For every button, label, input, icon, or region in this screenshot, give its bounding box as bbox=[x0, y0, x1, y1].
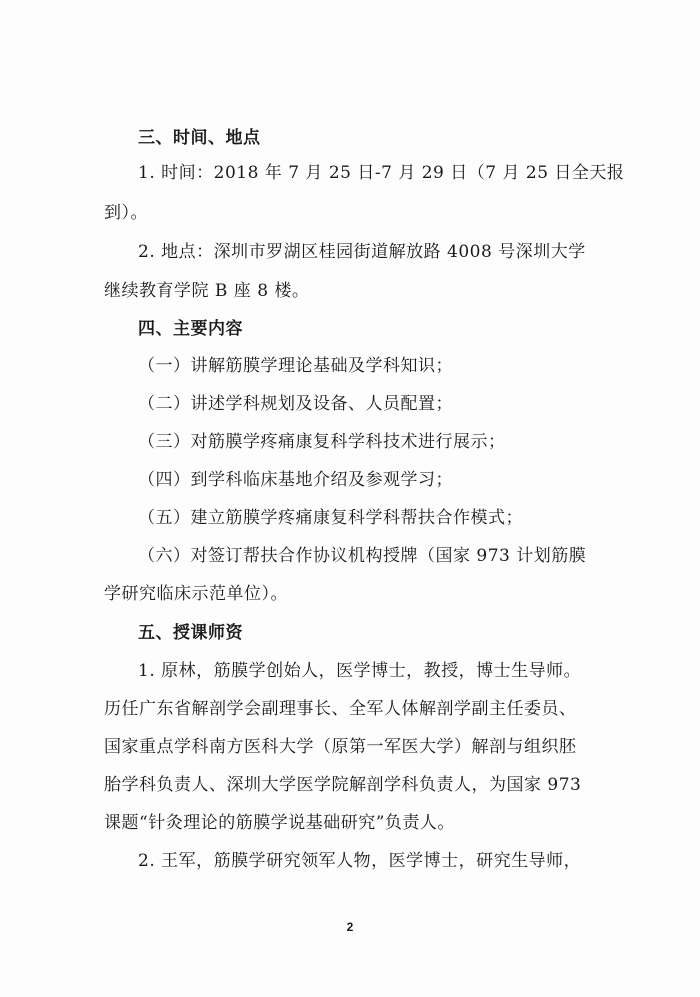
section-heading-teachers: 五、授课师资 bbox=[138, 623, 243, 643]
place-line-2: 继续教育学院 B 座 8 楼。 bbox=[104, 281, 310, 301]
content-item-1: （一）讲解筋膜学理论基础及学科知识； bbox=[138, 356, 453, 376]
content-item-5: （五）建立筋膜学疼痛康复科学科帮扶合作模式； bbox=[138, 508, 523, 528]
page-number: 2 bbox=[346, 920, 354, 934]
teacher-1-line-3: 国家重点学科南方医科大学（原第一军医大学）解剖与组织胚 bbox=[104, 737, 577, 757]
teacher-2-line-1: 2. 王军，筋膜学研究领军人物，医学博士，研究生导师， bbox=[138, 851, 582, 871]
time-line-2: 到）。 bbox=[104, 203, 148, 223]
content-item-3: （三）对筋膜学疼痛康复科学科技术进行展示； bbox=[138, 432, 506, 452]
content-item-6-line-2: 学研究临床示范单位）。 bbox=[104, 584, 288, 604]
teacher-1-line-1: 1. 原林，筋膜学创始人，医学博士，教授，博士生导师。 bbox=[138, 661, 582, 681]
content-item-6-line-1: （六）对签订帮扶合作协议机构授牌（国家 973 计划筋膜 bbox=[138, 546, 587, 566]
time-line-1: 1. 时间：2018 年 7 月 25 日-7 月 29 日（7 月 25 日全天报 bbox=[138, 163, 625, 183]
teacher-1-line-5: 课题“针灸理论的筋膜学说基础研究”负责人。 bbox=[104, 813, 455, 833]
content-item-2: （二）讲述学科规划及设备、人员配置； bbox=[138, 394, 453, 414]
teacher-1-line-2: 历任广东省解剖学会副理事长、全军人体解剖学副主任委员、 bbox=[104, 699, 577, 719]
teacher-1-line-4: 胎学科负责人、深圳大学医学院解剖学科负责人，为国家 973 bbox=[104, 775, 582, 795]
content-item-4: （四）到学科临床基地介绍及参观学习； bbox=[138, 470, 453, 490]
place-line-1: 2. 地点：深圳市罗湖区桂园街道解放路 4008 号深圳大学 bbox=[138, 242, 586, 262]
section-heading-time-place: 三、时间、地点 bbox=[138, 128, 261, 148]
section-heading-main-content: 四、主要内容 bbox=[138, 319, 243, 339]
